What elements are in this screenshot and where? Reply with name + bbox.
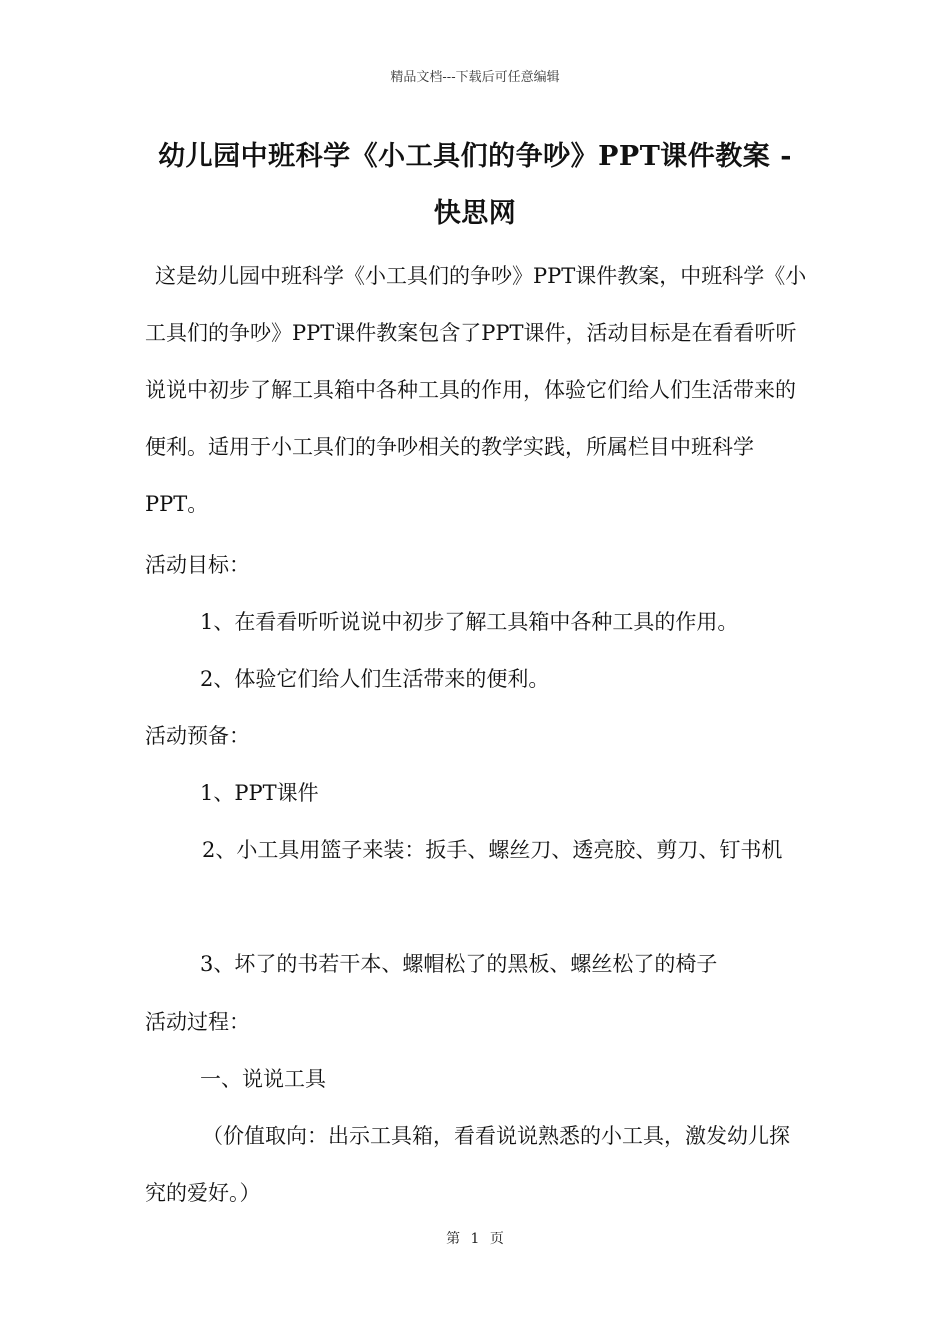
prep-item-3: 3、坏了的书若干本、螺帽松了的黑板、螺丝松了的椅子 <box>200 952 718 976</box>
page-number: 1 <box>470 1231 480 1247</box>
goals-heading: 活动目标： <box>145 553 250 577</box>
prep-heading: 活动预备： <box>145 724 250 748</box>
goal-item-1: 1、在看看听听说说中初步了解工具箱中各种工具的作用。 <box>200 610 739 634</box>
prep-item-1: 1、PPT课件 <box>200 781 319 805</box>
goal-item-2: 2、体验它们给人们生活带来的便利。 <box>200 667 550 691</box>
process-step-1-note: （价值取向：出示工具箱，看看说说熟悉的小工具，激发幼儿探究的爱好。） <box>145 1124 790 1205</box>
header-note: 精品文档---下载后可任意编辑 <box>390 70 560 85</box>
footer-suffix: 页 <box>489 1231 504 1247</box>
process-step-1: 一、说说工具 <box>200 1067 326 1091</box>
document-title: 幼儿园中班科学《小工具们的争吵》PPT课件教案 - 快思网 <box>158 141 792 229</box>
process-heading: 活动过程： <box>145 1010 250 1034</box>
prep-item-2: 2、小工具用篮子来装：扳手、螺丝刀、透亮胶、剪刀、钉书机 <box>202 838 783 862</box>
footer-prefix: 第 <box>446 1231 461 1247</box>
page-footer <box>0 1228 950 1248</box>
intro-paragraph: 这是幼儿园中班科学《小工具们的争吵》PPT课件教案，中班科学《小工具们的争吵》PPT课件教案包含了PPT课件，活动目标是在看看听听说说中初步了解工具箱中各种工具的作用，体验它们给人们生活带来的便利。适用于小工具们的争吵相关的教学实践，所属栏目中班科学PPT。 <box>145 264 807 516</box>
